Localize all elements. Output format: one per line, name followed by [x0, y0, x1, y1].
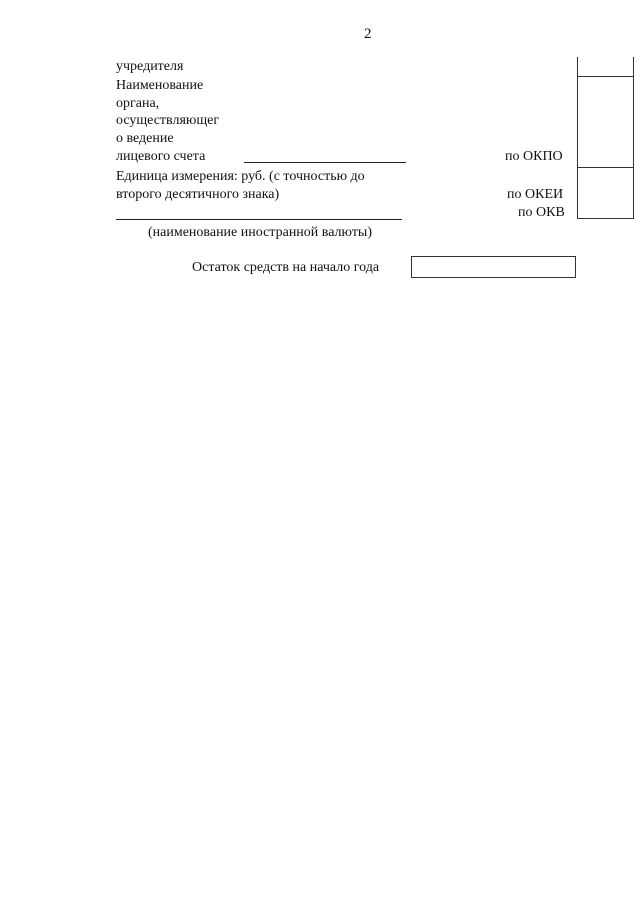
org-label-line-6: лицевого счета: [116, 149, 206, 164]
code-cell-divider: [578, 76, 633, 77]
okv-label: по ОКВ: [518, 205, 565, 220]
okpo-label: по ОКПО: [505, 149, 563, 164]
currency-name-underline: [116, 219, 402, 220]
org-label-line-4: осуществляющег: [116, 113, 220, 128]
currency-caption: (наименование иностранной валюты): [148, 225, 372, 240]
page-number: 2: [364, 26, 372, 42]
code-column: [577, 57, 634, 219]
org-label-line-1: учредителя: [116, 59, 184, 74]
org-label-line-5: о ведение: [116, 131, 174, 146]
balance-label: Остаток средств на начало года: [192, 260, 380, 275]
balance-input-box[interactable]: [411, 256, 576, 278]
org-label-line-3: органа,: [116, 96, 160, 111]
okei-label: по ОКЕИ: [507, 187, 564, 202]
org-name-underline: [244, 162, 406, 163]
org-label-line-2: Наименование: [116, 78, 204, 93]
code-cell-divider: [578, 167, 633, 168]
unit-label-line-2: второго десятичного знака): [116, 187, 280, 202]
unit-label-line-1: Единица измерения: руб. (с точностью до: [116, 169, 365, 184]
code-cell-divider: [578, 218, 633, 219]
